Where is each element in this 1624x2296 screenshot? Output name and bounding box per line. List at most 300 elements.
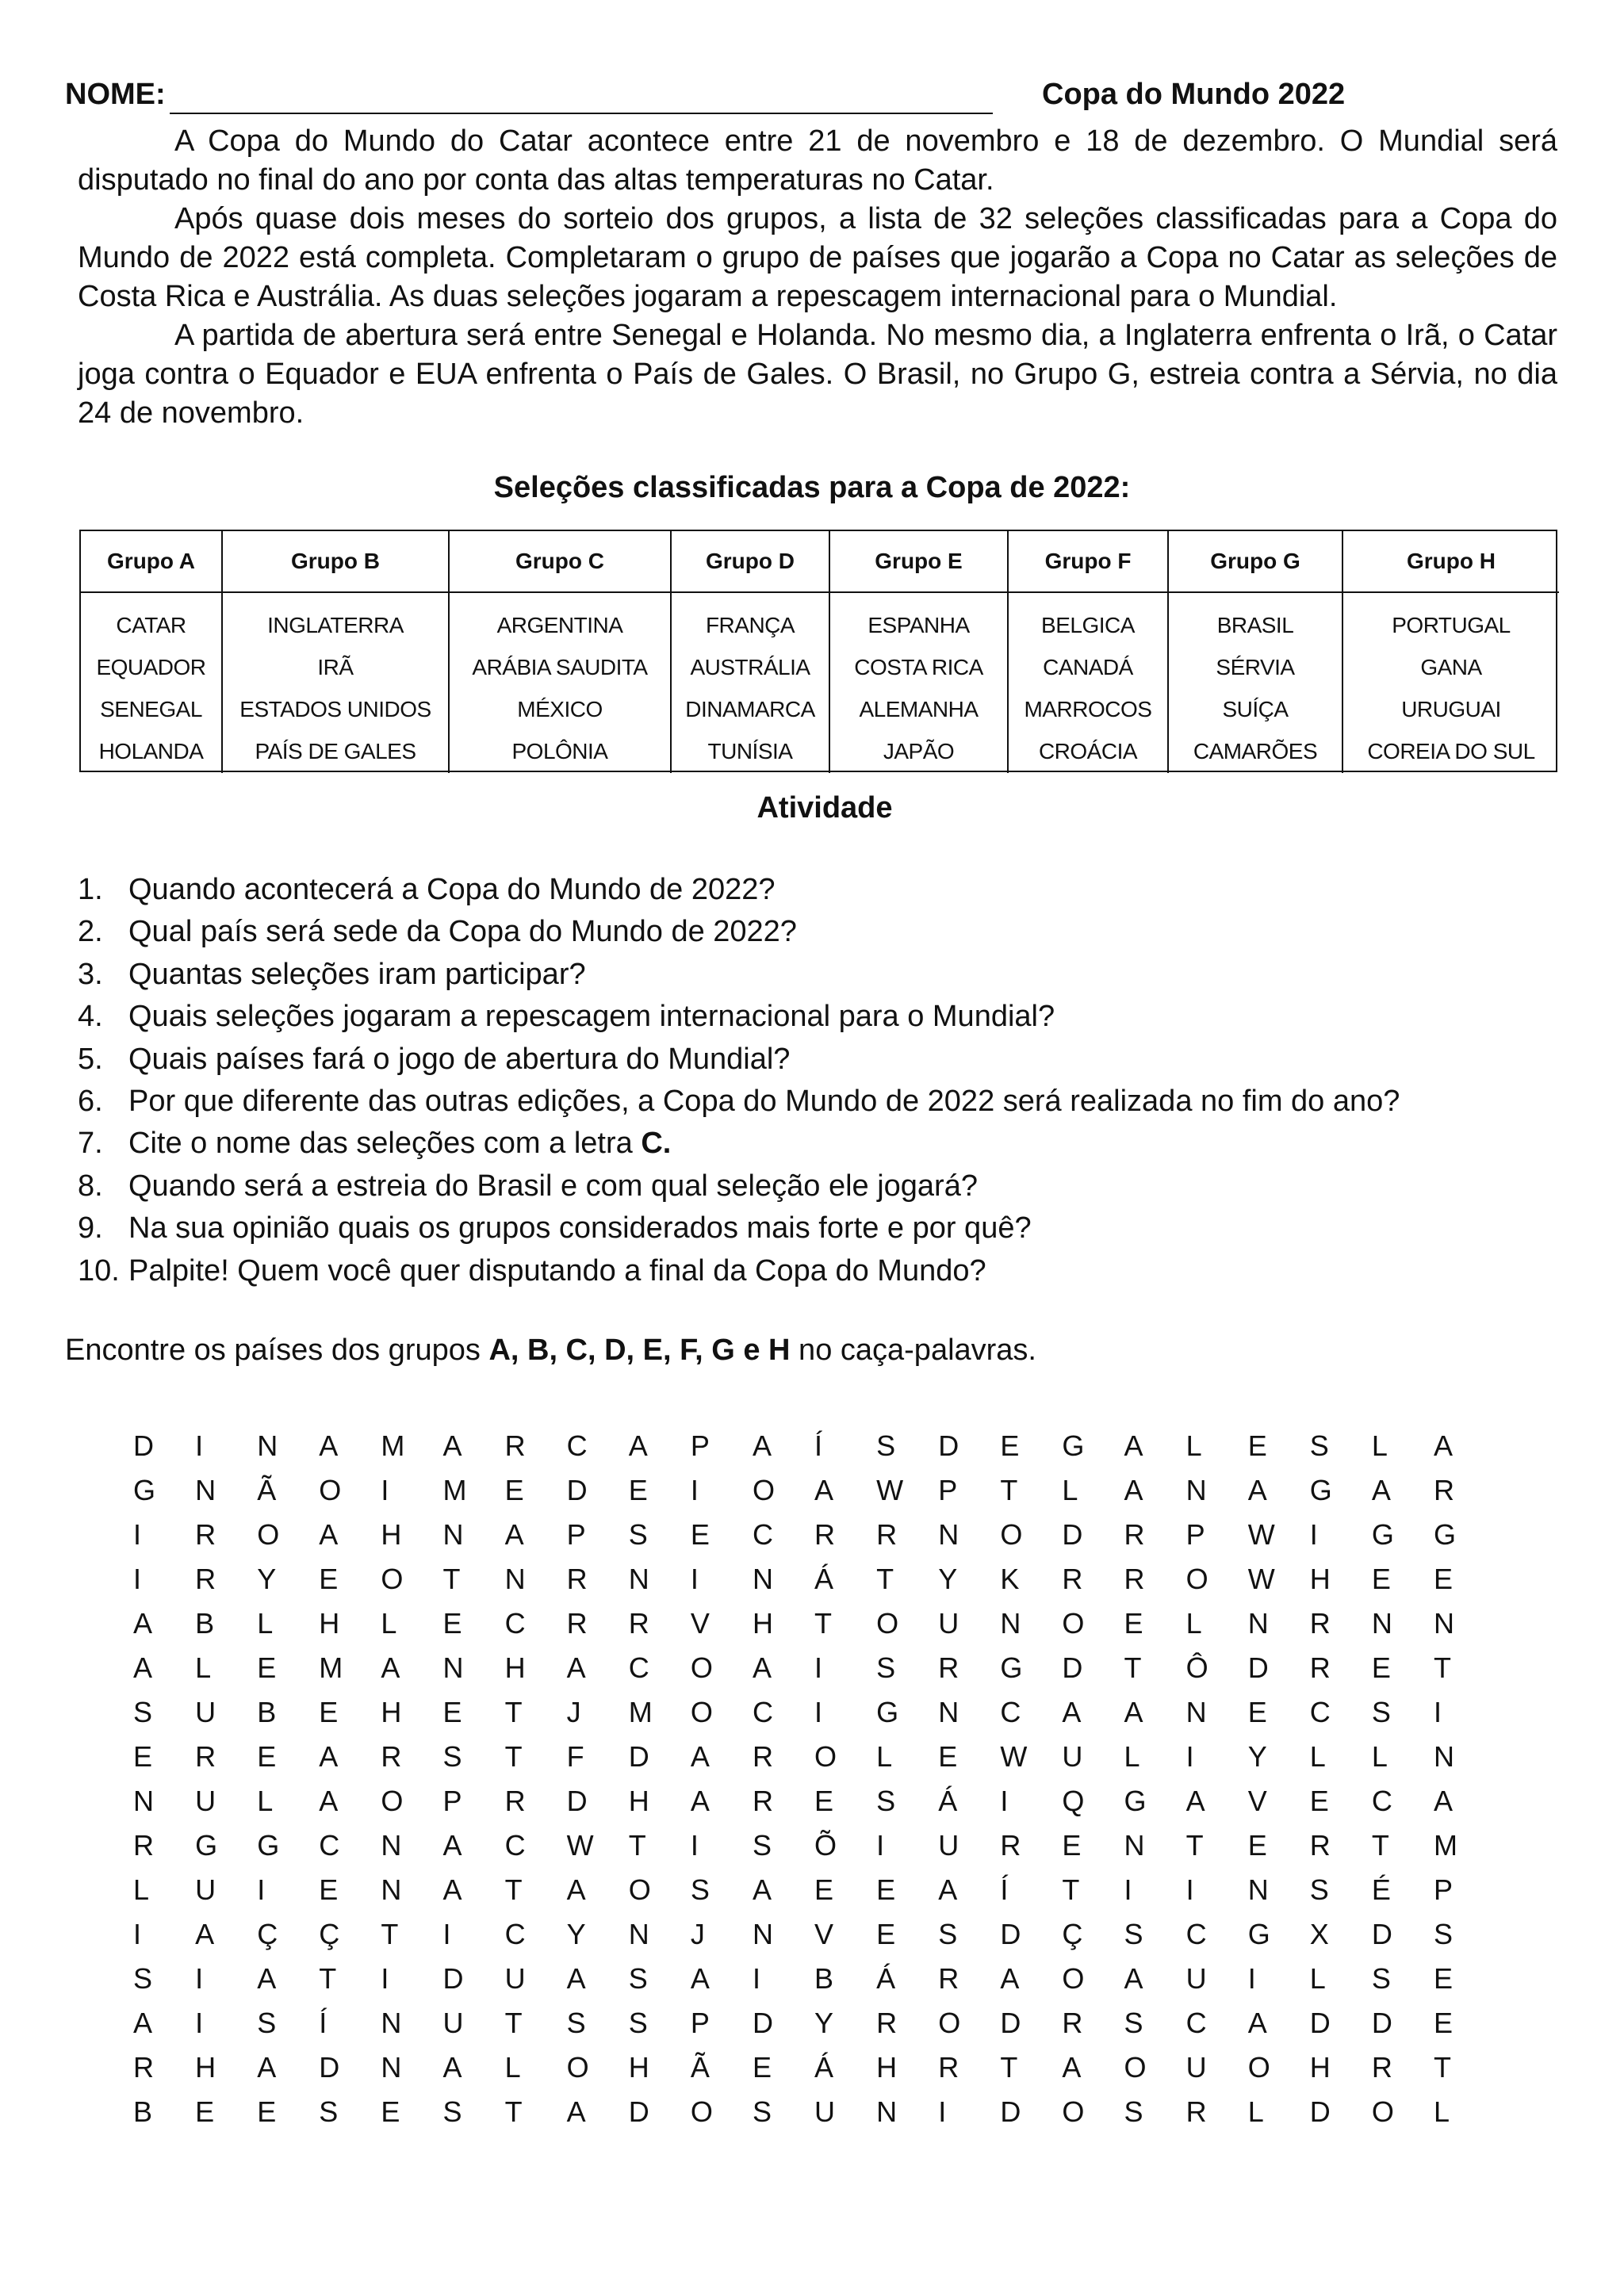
word-search-letter[interactable]: A: [195, 1918, 215, 1950]
word-search-letter[interactable]: C: [752, 1518, 773, 1551]
word-search-letter[interactable]: M: [319, 1651, 343, 1684]
word-search-letter[interactable]: E: [752, 2051, 772, 2084]
word-search-letter[interactable]: N: [628, 1563, 649, 1595]
word-search-letter[interactable]: T: [1185, 1829, 1204, 1862]
word-search-letter[interactable]: S: [628, 1962, 648, 1995]
word-search-letter[interactable]: I: [814, 1651, 823, 1684]
word-search-letter[interactable]: H: [319, 1607, 340, 1640]
word-search-letter[interactable]: O: [1124, 2051, 1147, 2084]
word-search-letter[interactable]: D: [133, 1429, 154, 1462]
word-search-letter[interactable]: R: [1309, 1607, 1331, 1640]
word-search-letter[interactable]: U: [1185, 2051, 1207, 2084]
word-search-letter[interactable]: E: [814, 1785, 834, 1817]
word-search-letter[interactable]: W: [566, 1829, 594, 1862]
word-search-letter[interactable]: E: [1247, 1429, 1267, 1462]
word-search-letter[interactable]: S: [752, 2095, 772, 2128]
word-search-letter[interactable]: M: [1433, 1829, 1457, 1862]
word-search-letter[interactable]: X: [1309, 1918, 1329, 1950]
word-search-letter[interactable]: U: [195, 1696, 216, 1728]
word-search-letter[interactable]: R: [504, 1785, 526, 1817]
word-search-letter[interactable]: L: [257, 1607, 274, 1640]
word-search-letter[interactable]: H: [195, 2051, 216, 2084]
word-search-letter[interactable]: O: [1371, 2095, 1394, 2128]
word-search-letter[interactable]: Y: [1247, 1740, 1267, 1773]
word-search-letter[interactable]: T: [319, 1962, 337, 1995]
word-search-letter[interactable]: R: [876, 2007, 898, 2039]
word-search-letter[interactable]: S: [752, 1829, 772, 1862]
word-search-letter[interactable]: Í: [814, 1429, 823, 1462]
word-search-letter[interactable]: A: [566, 1873, 586, 1906]
word-search-letter[interactable]: N: [1185, 1474, 1207, 1506]
word-search-letter[interactable]: D: [1000, 1918, 1021, 1950]
word-search-letter[interactable]: E: [1433, 1962, 1453, 1995]
word-search-letter[interactable]: C: [504, 1607, 526, 1640]
word-search-letter[interactable]: B: [133, 2095, 153, 2128]
word-search-letter[interactable]: O: [814, 1740, 837, 1773]
word-search-letter[interactable]: T: [381, 1918, 399, 1950]
word-search-letter[interactable]: R: [938, 1962, 959, 1995]
word-search-letter[interactable]: O: [690, 2095, 713, 2128]
word-search-letter[interactable]: B: [814, 1962, 834, 1995]
word-search-letter[interactable]: G: [1062, 1429, 1085, 1462]
word-search-letter[interactable]: O: [938, 2007, 961, 2039]
word-search-letter[interactable]: H: [381, 1518, 402, 1551]
word-search-letter[interactable]: D: [628, 1740, 649, 1773]
word-search-letter[interactable]: D: [1309, 2007, 1331, 2039]
word-search-letter[interactable]: L: [1371, 1429, 1388, 1462]
word-search-letter[interactable]: I: [1433, 1696, 1442, 1728]
word-search-letter[interactable]: A: [319, 1518, 339, 1551]
word-search-letter[interactable]: N: [442, 1518, 464, 1551]
word-search-letter[interactable]: I: [752, 1962, 760, 1995]
word-search-letter[interactable]: U: [195, 1873, 216, 1906]
word-search-letter[interactable]: O: [257, 1518, 280, 1551]
word-search-letter[interactable]: W: [1247, 1563, 1275, 1595]
word-search-letter[interactable]: G: [195, 1829, 218, 1862]
word-search-letter[interactable]: L: [381, 1607, 397, 1640]
word-search-letter[interactable]: R: [814, 1518, 836, 1551]
word-search-letter[interactable]: N: [1185, 1696, 1207, 1728]
word-search-letter[interactable]: O: [1000, 1518, 1023, 1551]
word-search-letter[interactable]: A: [566, 2095, 586, 2128]
word-search-letter[interactable]: E: [504, 1474, 524, 1506]
word-search-letter[interactable]: A: [1247, 1474, 1267, 1506]
word-search-letter[interactable]: C: [504, 1918, 526, 1950]
word-search-letter[interactable]: E: [1247, 1696, 1267, 1728]
word-search-letter[interactable]: L: [1185, 1429, 1202, 1462]
name-line[interactable]: [170, 113, 993, 114]
word-search-letter[interactable]: S: [876, 1429, 896, 1462]
word-search-letter[interactable]: U: [442, 2007, 464, 2039]
word-search-letter[interactable]: R: [752, 1740, 773, 1773]
word-search-letter[interactable]: R: [1433, 1474, 1454, 1506]
word-search-letter[interactable]: H: [1309, 2051, 1331, 2084]
word-search-letter[interactable]: Á: [814, 2051, 834, 2084]
word-search-letter[interactable]: O: [319, 1474, 342, 1506]
word-search-letter[interactable]: M: [381, 1429, 405, 1462]
word-search-letter[interactable]: I: [690, 1829, 699, 1862]
word-search-letter[interactable]: C: [752, 1696, 773, 1728]
word-search-letter[interactable]: D: [938, 1429, 959, 1462]
word-search-letter[interactable]: S: [938, 1918, 958, 1950]
word-search-letter[interactable]: T: [1000, 2051, 1018, 2084]
word-search-letter[interactable]: R: [938, 1651, 959, 1684]
word-search-letter[interactable]: L: [1371, 1740, 1388, 1773]
word-search-letter[interactable]: D: [1062, 1518, 1083, 1551]
word-search-letter[interactable]: I: [1000, 1785, 1009, 1817]
word-search-letter[interactable]: A: [319, 1785, 339, 1817]
word-search-letter[interactable]: T: [876, 1563, 894, 1595]
word-search-letter[interactable]: R: [1124, 1518, 1145, 1551]
word-search-letter[interactable]: S: [319, 2095, 339, 2128]
word-search-letter[interactable]: A: [442, 1873, 462, 1906]
word-search-letter[interactable]: D: [1371, 1918, 1392, 1950]
word-search-letter[interactable]: A: [690, 1740, 710, 1773]
word-search-letter[interactable]: E: [876, 1918, 896, 1950]
word-search-letter[interactable]: N: [752, 1918, 773, 1950]
word-search-letter[interactable]: R: [1185, 2095, 1207, 2128]
word-search-letter[interactable]: T: [442, 1563, 461, 1595]
word-search-letter[interactable]: V: [1247, 1785, 1267, 1817]
word-search-letter[interactable]: T: [1433, 2051, 1451, 2084]
word-search-letter[interactable]: I: [195, 1962, 204, 1995]
word-search-letter[interactable]: N: [938, 1696, 959, 1728]
word-search-letter[interactable]: H: [628, 2051, 649, 2084]
word-search-letter[interactable]: E: [442, 1607, 462, 1640]
word-search-letter[interactable]: N: [1433, 1607, 1454, 1640]
word-search-letter[interactable]: É: [1371, 1873, 1391, 1906]
word-search-letter[interactable]: B: [257, 1696, 277, 1728]
word-search-letter[interactable]: I: [690, 1563, 699, 1595]
word-search-letter[interactable]: C: [1185, 2007, 1207, 2039]
word-search-letter[interactable]: C: [504, 1829, 526, 1862]
word-search-letter[interactable]: R: [1371, 2051, 1392, 2084]
word-search-letter[interactable]: D: [442, 1962, 464, 1995]
word-search-letter[interactable]: S: [876, 1785, 896, 1817]
word-search-letter[interactable]: Ã: [690, 2051, 710, 2084]
word-search-letter[interactable]: A: [752, 1651, 772, 1684]
word-search-letter[interactable]: A: [1062, 2051, 1082, 2084]
word-search-letter[interactable]: N: [133, 1785, 154, 1817]
word-search-letter[interactable]: J: [566, 1696, 581, 1728]
word-search-letter[interactable]: Ç: [319, 1918, 340, 1950]
word-search-letter[interactable]: Ô: [1185, 1651, 1208, 1684]
word-search-letter[interactable]: E: [1433, 1563, 1453, 1595]
word-search-letter[interactable]: T: [504, 1873, 523, 1906]
word-search-letter[interactable]: E: [1062, 1829, 1082, 1862]
word-search-letter[interactable]: N: [1247, 1607, 1269, 1640]
word-search-letter[interactable]: Í: [1000, 1873, 1009, 1906]
word-search-letter[interactable]: A: [381, 1651, 400, 1684]
word-search-letter[interactable]: I: [814, 1696, 823, 1728]
word-search-letter[interactable]: G: [1371, 1518, 1394, 1551]
word-search-letter[interactable]: N: [1000, 1607, 1021, 1640]
word-search-letter[interactable]: U: [504, 1962, 526, 1995]
word-search-letter[interactable]: A: [938, 1873, 958, 1906]
word-search-letter[interactable]: H: [876, 2051, 898, 2084]
word-search-letter[interactable]: A: [133, 1651, 153, 1684]
word-search-letter[interactable]: S: [442, 2095, 462, 2128]
word-search-letter[interactable]: L: [133, 1873, 150, 1906]
word-search-letter[interactable]: U: [1062, 1740, 1083, 1773]
word-search-letter[interactable]: I: [690, 1474, 699, 1506]
word-search-letter[interactable]: A: [504, 1518, 524, 1551]
word-search-letter[interactable]: R: [1062, 2007, 1083, 2039]
word-search-letter[interactable]: E: [876, 1873, 896, 1906]
word-search-letter[interactable]: P: [1433, 1873, 1453, 1906]
word-search-letter[interactable]: P: [566, 1518, 586, 1551]
word-search-letter[interactable]: A: [1371, 1474, 1391, 1506]
word-search-letter[interactable]: R: [876, 1518, 898, 1551]
word-search-letter[interactable]: S: [690, 1873, 710, 1906]
word-search-letter[interactable]: G: [1000, 1651, 1023, 1684]
word-search-letter[interactable]: N: [1371, 1607, 1392, 1640]
word-search-letter[interactable]: R: [566, 1607, 588, 1640]
word-search-letter[interactable]: A: [566, 1651, 586, 1684]
word-search-letter[interactable]: I: [938, 2095, 947, 2128]
word-search-letter[interactable]: T: [1371, 1829, 1389, 1862]
word-search-letter[interactable]: I: [133, 1518, 142, 1551]
word-search-letter[interactable]: R: [381, 1740, 402, 1773]
word-search-letter[interactable]: A: [752, 1429, 772, 1462]
word-search-letter[interactable]: G: [1247, 1918, 1270, 1950]
word-search-letter[interactable]: D: [1000, 2007, 1021, 2039]
word-search-letter[interactable]: H: [1309, 1563, 1331, 1595]
word-search-letter[interactable]: G: [876, 1696, 899, 1728]
word-search-letter[interactable]: E: [319, 1696, 339, 1728]
word-search-letter[interactable]: I: [195, 1429, 204, 1462]
word-search-letter[interactable]: A: [1185, 1785, 1205, 1817]
word-search-letter[interactable]: W: [1247, 1518, 1275, 1551]
word-search-letter[interactable]: A: [690, 1962, 710, 1995]
word-search-letter[interactable]: D: [752, 2007, 773, 2039]
word-search-letter[interactable]: O: [1062, 1607, 1085, 1640]
word-search-letter[interactable]: E: [319, 1563, 339, 1595]
word-search-letter[interactable]: N: [381, 2007, 402, 2039]
word-search-letter[interactable]: E: [628, 1474, 648, 1506]
word-search-letter[interactable]: O: [1247, 2051, 1270, 2084]
word-search-letter[interactable]: U: [938, 1607, 959, 1640]
word-search-letter[interactable]: E: [938, 1740, 958, 1773]
word-search-letter[interactable]: E: [1371, 1651, 1391, 1684]
word-search-letter[interactable]: E: [133, 1740, 153, 1773]
word-search-letter[interactable]: A: [1124, 1474, 1143, 1506]
word-search-letter[interactable]: J: [690, 1918, 705, 1950]
word-search-letter[interactable]: V: [814, 1918, 834, 1950]
word-search-letter[interactable]: Í: [319, 2007, 327, 2039]
word-search-letter[interactable]: V: [690, 1607, 710, 1640]
word-search-letter[interactable]: L: [1185, 1607, 1202, 1640]
word-search-letter[interactable]: Y: [814, 2007, 834, 2039]
word-search-letter[interactable]: C: [1000, 1696, 1021, 1728]
word-search-letter[interactable]: E: [690, 1518, 710, 1551]
word-search-letter[interactable]: S: [257, 2007, 277, 2039]
word-search-letter[interactable]: T: [1433, 1651, 1451, 1684]
word-search-letter[interactable]: A: [1124, 1962, 1143, 1995]
word-search-letter[interactable]: I: [257, 1873, 266, 1906]
word-search-letter[interactable]: O: [690, 1696, 713, 1728]
word-search-letter[interactable]: E: [257, 1651, 277, 1684]
word-search-letter[interactable]: N: [257, 1429, 278, 1462]
word-search-letter[interactable]: D: [1247, 1651, 1269, 1684]
word-search-letter[interactable]: O: [1185, 1563, 1208, 1595]
word-search-letter[interactable]: I: [876, 1829, 885, 1862]
word-search-letter[interactable]: R: [628, 1607, 649, 1640]
word-search-letter[interactable]: N: [381, 1829, 402, 1862]
word-search-letter[interactable]: C: [628, 1651, 649, 1684]
word-search-letter[interactable]: I: [381, 1474, 389, 1506]
word-search-letter[interactable]: S: [1309, 1429, 1329, 1462]
word-search-letter[interactable]: T: [504, 2007, 523, 2039]
word-search-letter[interactable]: R: [133, 2051, 154, 2084]
word-search-letter[interactable]: O: [381, 1785, 404, 1817]
word-search-letter[interactable]: N: [1247, 1873, 1269, 1906]
word-search-letter[interactable]: Q: [1062, 1785, 1085, 1817]
word-search-letter[interactable]: A: [1433, 1785, 1453, 1817]
word-search-letter[interactable]: E: [814, 1873, 834, 1906]
word-search-letter[interactable]: R: [752, 1785, 773, 1817]
word-search-letter[interactable]: A: [1433, 1429, 1453, 1462]
word-search-letter[interactable]: C: [1371, 1785, 1392, 1817]
word-search-letter[interactable]: L: [876, 1740, 893, 1773]
word-search-letter[interactable]: T: [1124, 1651, 1142, 1684]
word-search-letter[interactable]: N: [381, 2051, 402, 2084]
word-search-letter[interactable]: O: [381, 1563, 404, 1595]
word-search-letter[interactable]: A: [628, 1429, 648, 1462]
word-search-letter[interactable]: H: [504, 1651, 526, 1684]
word-search-letter[interactable]: A: [319, 1740, 339, 1773]
word-search-letter[interactable]: I: [1247, 1962, 1256, 1995]
word-search-letter[interactable]: P: [690, 1429, 710, 1462]
word-search-letter[interactable]: A: [442, 1829, 462, 1862]
word-search-letter[interactable]: Á: [876, 1962, 896, 1995]
word-search-letter[interactable]: R: [195, 1518, 216, 1551]
word-search-letter[interactable]: Ç: [257, 1918, 278, 1950]
word-search-letter[interactable]: A: [566, 1962, 586, 1995]
word-search-letter[interactable]: R: [1309, 1829, 1331, 1862]
word-search-letter[interactable]: E: [381, 2095, 400, 2128]
word-search-letter[interactable]: N: [195, 1474, 216, 1506]
word-search-letter[interactable]: E: [442, 1696, 462, 1728]
word-search-letter[interactable]: Á: [814, 1563, 834, 1595]
word-search-letter[interactable]: E: [257, 1740, 277, 1773]
word-search-letter[interactable]: W: [876, 1474, 904, 1506]
word-search-letter[interactable]: N: [381, 1873, 402, 1906]
word-search-letter[interactable]: A: [1124, 1429, 1143, 1462]
word-search-letter[interactable]: G: [1309, 1474, 1332, 1506]
word-search-letter[interactable]: D: [566, 1474, 588, 1506]
word-search-letter[interactable]: I: [1185, 1740, 1194, 1773]
word-search-letter[interactable]: E: [1000, 1429, 1020, 1462]
word-search-letter[interactable]: T: [628, 1829, 646, 1862]
word-search-letter[interactable]: E: [1309, 1785, 1329, 1817]
word-search-letter[interactable]: A: [442, 2051, 462, 2084]
word-search-letter[interactable]: P: [442, 1785, 462, 1817]
word-search-letter[interactable]: E: [195, 2095, 215, 2128]
word-search-letter[interactable]: E: [1247, 1829, 1267, 1862]
word-search-letter[interactable]: T: [504, 1740, 523, 1773]
word-search-letter[interactable]: R: [1124, 1563, 1145, 1595]
word-search-letter[interactable]: D: [1371, 2007, 1392, 2039]
word-search-letter[interactable]: I: [442, 1918, 451, 1950]
word-search-letter[interactable]: U: [938, 1829, 959, 1862]
word-search-letter[interactable]: N: [752, 1563, 773, 1595]
word-search-letter[interactable]: P: [938, 1474, 958, 1506]
word-search-letter[interactable]: S: [442, 1740, 462, 1773]
word-search-letter[interactable]: G: [1124, 1785, 1147, 1817]
word-search-letter[interactable]: I: [1309, 1518, 1318, 1551]
word-search-letter[interactable]: M: [442, 1474, 467, 1506]
word-search-letter[interactable]: A: [319, 1429, 339, 1462]
word-search-letter[interactable]: I: [1185, 1873, 1194, 1906]
word-search-letter[interactable]: T: [504, 2095, 523, 2128]
word-search-letter[interactable]: A: [752, 1873, 772, 1906]
word-search-letter[interactable]: T: [1062, 1873, 1080, 1906]
word-search-letter[interactable]: E: [1124, 1607, 1143, 1640]
word-search-letter[interactable]: U: [195, 1785, 216, 1817]
word-search-letter[interactable]: S: [628, 2007, 648, 2039]
word-search-letter[interactable]: O: [1062, 1962, 1085, 1995]
word-search-letter[interactable]: N: [504, 1563, 526, 1595]
word-search-letter[interactable]: H: [628, 1785, 649, 1817]
word-search-letter[interactable]: L: [257, 1785, 274, 1817]
word-search-letter[interactable]: R: [504, 1429, 526, 1462]
word-search-letter[interactable]: R: [1309, 1651, 1331, 1684]
word-search-letter[interactable]: A: [690, 1785, 710, 1817]
word-search-letter[interactable]: U: [814, 2095, 836, 2128]
word-search-letter[interactable]: O: [690, 1651, 713, 1684]
word-search-letter[interactable]: K: [1000, 1563, 1020, 1595]
word-search-letter[interactable]: E: [319, 1873, 339, 1906]
word-search-letter[interactable]: T: [814, 1607, 833, 1640]
word-search-letter[interactable]: N: [1124, 1829, 1145, 1862]
word-search-letter[interactable]: L: [1062, 1474, 1078, 1506]
word-search-letter[interactable]: S: [1124, 2095, 1143, 2128]
word-search-letter[interactable]: S: [133, 1962, 153, 1995]
word-search-letter[interactable]: S: [133, 1696, 153, 1728]
word-search-letter[interactable]: A: [442, 1429, 462, 1462]
word-search-letter[interactable]: A: [1000, 1962, 1020, 1995]
word-search-letter[interactable]: I: [1124, 1873, 1132, 1906]
word-search-letter[interactable]: A: [257, 1962, 277, 1995]
word-search-letter[interactable]: S: [876, 1651, 896, 1684]
word-search-letter[interactable]: D: [1309, 2095, 1331, 2128]
word-search-letter[interactable]: S: [1124, 2007, 1143, 2039]
word-search-letter[interactable]: S: [566, 2007, 586, 2039]
word-search-letter[interactable]: R: [1062, 1563, 1083, 1595]
word-search-letter[interactable]: C: [1309, 1696, 1331, 1728]
word-search-letter[interactable]: D: [1062, 1651, 1083, 1684]
word-search-letter[interactable]: L: [195, 1651, 212, 1684]
word-search-letter[interactable]: T: [504, 1696, 523, 1728]
word-search-letter[interactable]: P: [1185, 1518, 1205, 1551]
word-search-letter[interactable]: R: [566, 1563, 588, 1595]
word-search-letter[interactable]: S: [1124, 1918, 1143, 1950]
word-search-letter[interactable]: C: [1185, 1918, 1207, 1950]
word-search-letter[interactable]: L: [1309, 1962, 1326, 1995]
word-search-letter[interactable]: E: [1371, 1563, 1391, 1595]
word-search-letter[interactable]: N: [876, 2095, 898, 2128]
word-search-letter[interactable]: I: [195, 2007, 204, 2039]
word-search-letter[interactable]: S: [1371, 1962, 1391, 1995]
word-search-letter[interactable]: N: [1433, 1740, 1454, 1773]
word-search-letter[interactable]: I: [133, 1563, 142, 1595]
word-search-letter[interactable]: E: [257, 2095, 277, 2128]
word-search-letter[interactable]: S: [1309, 1873, 1329, 1906]
word-search-letter[interactable]: G: [257, 1829, 280, 1862]
word-search-letter[interactable]: P: [690, 2007, 710, 2039]
word-search-letter[interactable]: N: [442, 1651, 464, 1684]
